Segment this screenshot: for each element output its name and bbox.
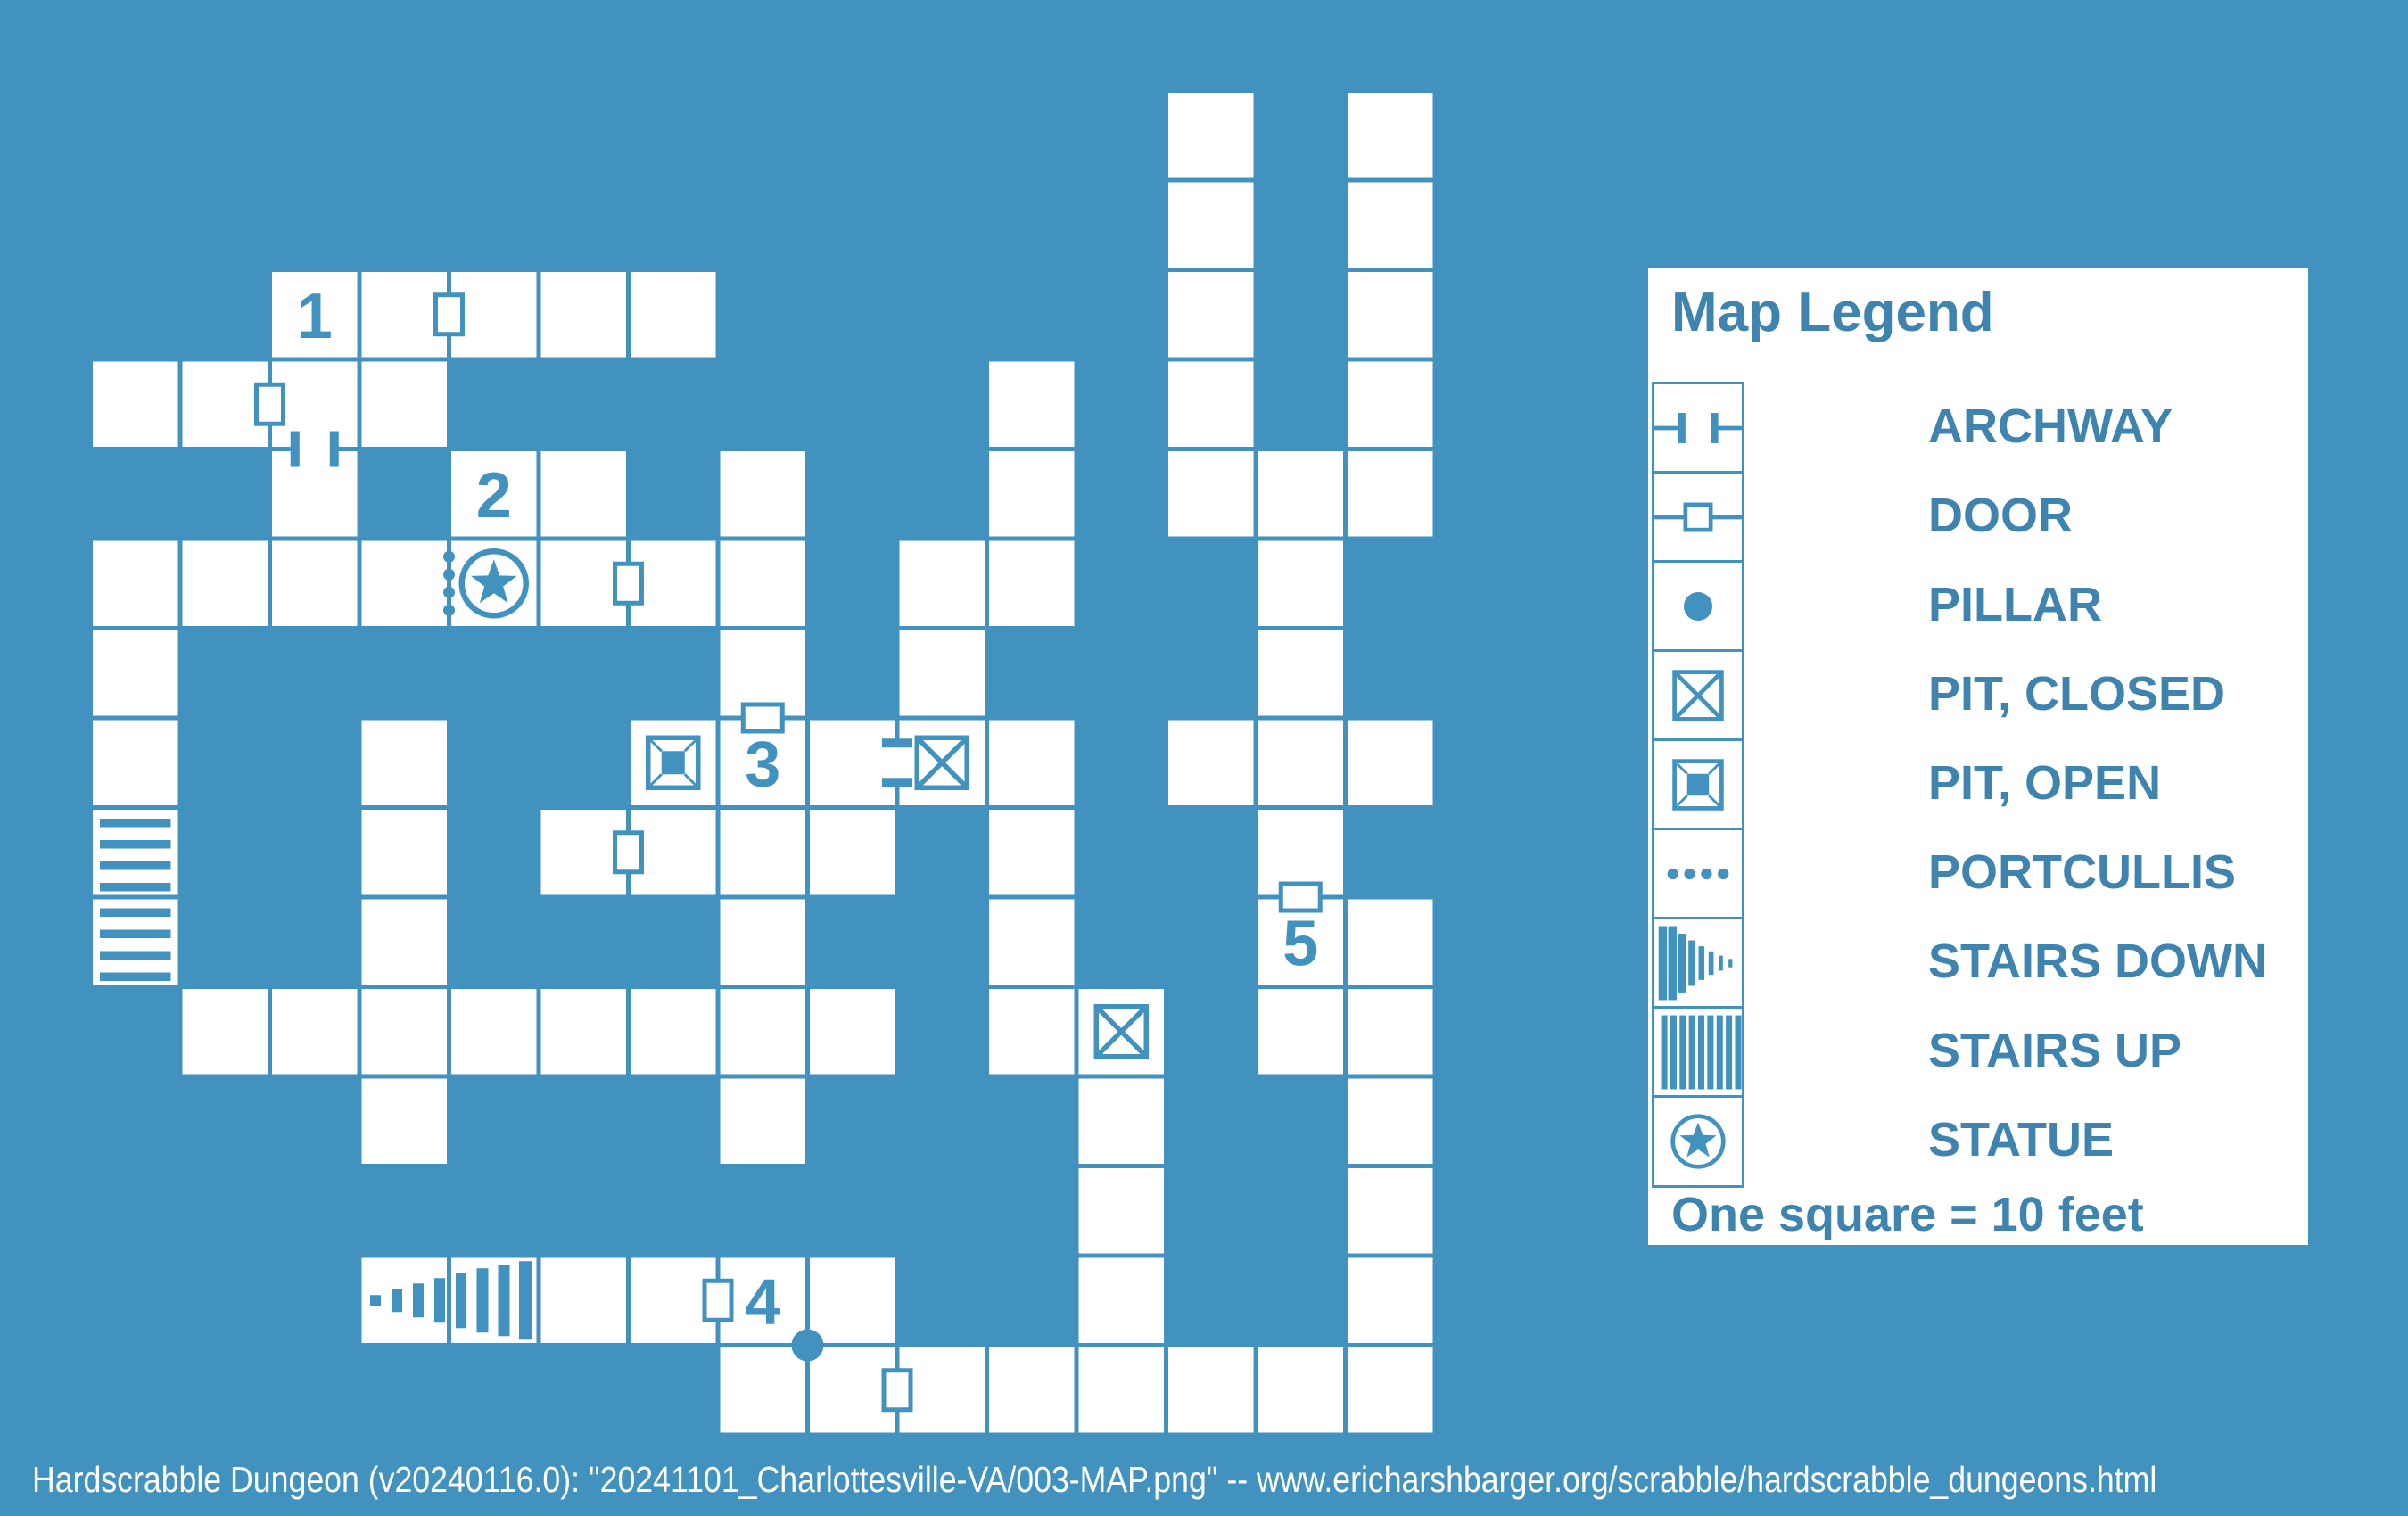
pit-open-icon xyxy=(1687,773,1710,795)
pit-open-icon xyxy=(648,737,698,787)
legend-item-label: ARCHWAY xyxy=(1928,400,2173,453)
map-cell xyxy=(93,630,178,716)
archway-opening xyxy=(297,445,333,454)
map-cell xyxy=(989,451,1075,537)
stairs-up-icon xyxy=(1679,1015,1686,1089)
legend-item xyxy=(1652,917,2267,1006)
map-cell xyxy=(989,900,1075,985)
stairs-up-icon xyxy=(1689,1015,1695,1089)
map-cell xyxy=(1348,183,1433,268)
legend-item-label: PORTCULLIS xyxy=(1928,845,2236,899)
room-label: 1 xyxy=(296,280,333,352)
door-icon xyxy=(615,564,642,603)
door-icon xyxy=(615,833,642,872)
map-cell xyxy=(183,989,268,1075)
map-cell xyxy=(272,989,358,1075)
archway-icon xyxy=(1654,425,1681,430)
stairs-up-icon xyxy=(1670,1015,1677,1089)
map-cell xyxy=(989,721,1075,806)
portcullis-icon xyxy=(1718,868,1728,878)
legend-item xyxy=(1652,828,2267,917)
room-label: 5 xyxy=(1282,908,1319,980)
legend-item xyxy=(1652,1095,2267,1184)
map-cell xyxy=(1079,1347,1165,1433)
map-caption: Hardscrabble Dungeon (v20240116.0): "20241101_Charlottesville-VA/003-MAP.png" -- www.ericharshbarger.org/scrabble/hardscrabble_dungeons.html xyxy=(32,1459,2157,1500)
door-icon xyxy=(1686,504,1711,529)
stair-tread xyxy=(100,952,171,960)
pit-closed-icon xyxy=(917,737,967,787)
room-label: 3 xyxy=(745,729,781,801)
stair-tread xyxy=(370,1295,381,1306)
stair-tread xyxy=(100,861,171,870)
stairs-down-icon xyxy=(1659,926,1667,1000)
pillar-icon xyxy=(1684,591,1712,620)
map-cell xyxy=(1168,272,1254,358)
map-cell xyxy=(362,900,448,985)
archway-icon xyxy=(1715,425,1742,430)
map-cell xyxy=(989,989,1075,1075)
statue-icon xyxy=(1654,1098,1742,1185)
stair-tread xyxy=(100,819,171,828)
map-cell xyxy=(1348,1079,1433,1165)
legend-item-label: STAIRS DOWN xyxy=(1928,935,2267,988)
map-cell xyxy=(1168,362,1254,448)
stairs-up-icon xyxy=(1717,1015,1723,1089)
archway-opening xyxy=(893,745,902,780)
map-cell xyxy=(900,541,985,627)
room-label: 4 xyxy=(745,1266,781,1339)
map-cell xyxy=(810,810,895,895)
pit-closed-icon xyxy=(1654,652,1742,739)
legend-item xyxy=(1652,1006,2267,1095)
map-cell xyxy=(721,1079,806,1165)
legend-item xyxy=(1652,560,2267,649)
map-cell xyxy=(721,989,806,1075)
stairs-down-icon-box xyxy=(1652,917,1744,1009)
stairs-up-icon xyxy=(1707,1015,1713,1089)
portcullis-dot xyxy=(443,569,455,581)
legend-item xyxy=(1652,649,2267,738)
map-cell xyxy=(1258,721,1344,806)
door-icon xyxy=(884,1371,911,1410)
legend-item xyxy=(1652,382,2267,471)
map-cell xyxy=(1348,900,1433,985)
legend-item-list xyxy=(1652,382,2267,1184)
stairs-down-icon xyxy=(1678,934,1686,993)
map-cell xyxy=(1348,721,1433,806)
map-cell xyxy=(1258,630,1344,716)
map-cell xyxy=(810,1258,895,1344)
stair-tread xyxy=(477,1268,489,1332)
stairs-down-icon xyxy=(1654,919,1742,1007)
map-cell xyxy=(1168,93,1254,178)
map-cell xyxy=(362,541,448,627)
stairs-up-icon xyxy=(1726,1015,1732,1089)
map-cell xyxy=(541,1258,627,1344)
map-cell xyxy=(362,1079,448,1165)
stairs-up-icon xyxy=(1662,1015,1668,1089)
map-cell xyxy=(721,1347,806,1433)
map-cell xyxy=(1258,541,1344,627)
stair-tread xyxy=(519,1261,532,1339)
stair-tread xyxy=(100,883,171,892)
portcullis-icon xyxy=(1654,830,1742,918)
map-cell xyxy=(1348,93,1433,178)
map-cell xyxy=(451,989,537,1075)
map-cell xyxy=(1168,451,1254,537)
door-icon xyxy=(1654,474,1742,561)
map-cell xyxy=(362,810,448,895)
archway-icon xyxy=(1654,384,1742,472)
map-cell xyxy=(93,362,178,448)
map-cell xyxy=(93,721,178,806)
portcullis-icon xyxy=(1701,868,1711,878)
map-cell xyxy=(989,362,1075,448)
map-cell xyxy=(1348,989,1433,1075)
archway-icon-box xyxy=(1652,382,1744,474)
portcullis-dot xyxy=(443,587,455,598)
stair-tread xyxy=(100,840,171,849)
map-cell xyxy=(1348,362,1433,448)
stair-tread xyxy=(413,1283,424,1317)
map-cell xyxy=(272,451,358,537)
door-icon xyxy=(705,1281,731,1320)
portcullis-dot xyxy=(443,605,455,616)
rect xyxy=(662,751,685,774)
stair-tread xyxy=(434,1278,445,1322)
door-icon xyxy=(436,295,463,334)
map-cell xyxy=(1079,1258,1165,1344)
stairs-down-icon xyxy=(1709,951,1714,974)
map-cell xyxy=(1258,1347,1344,1433)
legend-item-label: DOOR xyxy=(1928,489,2073,542)
portcullis-icon xyxy=(1684,868,1695,878)
stairs-down-icon xyxy=(1728,959,1732,967)
map-cell xyxy=(810,989,895,1075)
map-cell xyxy=(1079,1168,1165,1254)
door-icon xyxy=(1281,884,1320,910)
pit-closed-icon-box xyxy=(1652,649,1744,742)
stair-tread xyxy=(499,1265,510,1336)
portcullis-icon-box xyxy=(1652,828,1744,920)
map-cell xyxy=(1348,1347,1433,1433)
stairs-up-icon xyxy=(1698,1015,1704,1089)
room-label: 2 xyxy=(475,459,512,531)
archway-icon xyxy=(1711,413,1718,443)
stair-tread xyxy=(456,1273,466,1328)
map-cell xyxy=(362,362,448,448)
stair-tread xyxy=(100,930,171,939)
map-cell xyxy=(721,810,806,895)
stairs-up-icon xyxy=(1654,1009,1742,1096)
map-cell xyxy=(900,630,985,716)
legend-item-label: PILLAR xyxy=(1928,578,2102,631)
map-cell xyxy=(1168,1347,1254,1433)
map-cell xyxy=(362,721,448,806)
map-cell xyxy=(1348,1258,1433,1344)
legend-item-label: PIT, OPEN xyxy=(1928,756,2162,810)
stair-tread xyxy=(100,973,171,982)
stairs-down-icon xyxy=(1719,955,1723,970)
legend-item-label: STATUE xyxy=(1928,1113,2114,1166)
stairs-down-icon xyxy=(1688,940,1695,985)
map-cell xyxy=(721,541,806,627)
door-icon xyxy=(257,384,284,424)
stairs-down-icon xyxy=(1669,926,1677,1000)
map-cell xyxy=(272,541,358,627)
map-cell xyxy=(1348,272,1433,358)
map-cell xyxy=(1348,1168,1433,1254)
stair-tread xyxy=(392,1289,402,1312)
legend-item xyxy=(1652,471,2267,560)
archway-jamb xyxy=(882,738,912,747)
archway-icon xyxy=(1678,413,1685,443)
map-scale-note: One square = 10 feet xyxy=(1671,1188,2144,1241)
map-cell xyxy=(721,451,806,537)
pit-open-icon xyxy=(1654,741,1742,828)
map-cell xyxy=(541,272,627,358)
map-cell xyxy=(183,541,268,627)
map-cell xyxy=(541,451,627,537)
legend-title: Map Legend xyxy=(1671,282,1994,343)
map-legend-panel xyxy=(1648,268,2308,1245)
stairs-down-icon xyxy=(1698,946,1704,980)
map-cell xyxy=(631,272,716,358)
archway-jamb xyxy=(882,778,912,787)
map-cell xyxy=(93,541,178,627)
map-cell xyxy=(1258,989,1344,1075)
map-cell xyxy=(1348,451,1433,537)
statue-icon-box xyxy=(1652,1095,1744,1188)
map-cell xyxy=(989,541,1075,627)
pillar-icon xyxy=(1654,563,1742,650)
map-cell xyxy=(1168,721,1254,806)
map-cell xyxy=(1079,1079,1165,1165)
archway-jamb xyxy=(330,432,339,467)
map-cell xyxy=(541,989,627,1075)
map-cell xyxy=(810,721,895,806)
portcullis-icon xyxy=(1668,868,1678,878)
map-cell xyxy=(1258,451,1344,537)
pit-closed-icon xyxy=(1096,1007,1146,1057)
stairs-up-icon xyxy=(1735,1015,1741,1089)
stair-tread xyxy=(100,909,171,918)
map-cell xyxy=(631,989,716,1075)
map-cell xyxy=(989,810,1075,895)
pit-open-icon-box xyxy=(1652,738,1744,831)
stairs-up-icon-box xyxy=(1652,1006,1744,1099)
map-cell xyxy=(721,900,806,985)
door-icon xyxy=(743,704,782,731)
pillar-icon-box xyxy=(1652,560,1744,653)
archway-jamb xyxy=(291,432,300,467)
pillar-icon xyxy=(792,1330,824,1362)
statue-icon xyxy=(1679,1122,1716,1157)
map-cell xyxy=(362,989,448,1075)
map-cell xyxy=(989,1347,1075,1433)
legend-item xyxy=(1652,738,2267,828)
legend-item-label: PIT, CLOSED xyxy=(1928,667,2226,721)
legend-item-label: STAIRS UP xyxy=(1928,1024,2182,1077)
map-cell xyxy=(1168,183,1254,268)
door-icon-box xyxy=(1652,471,1744,564)
portcullis-dot xyxy=(443,551,455,563)
